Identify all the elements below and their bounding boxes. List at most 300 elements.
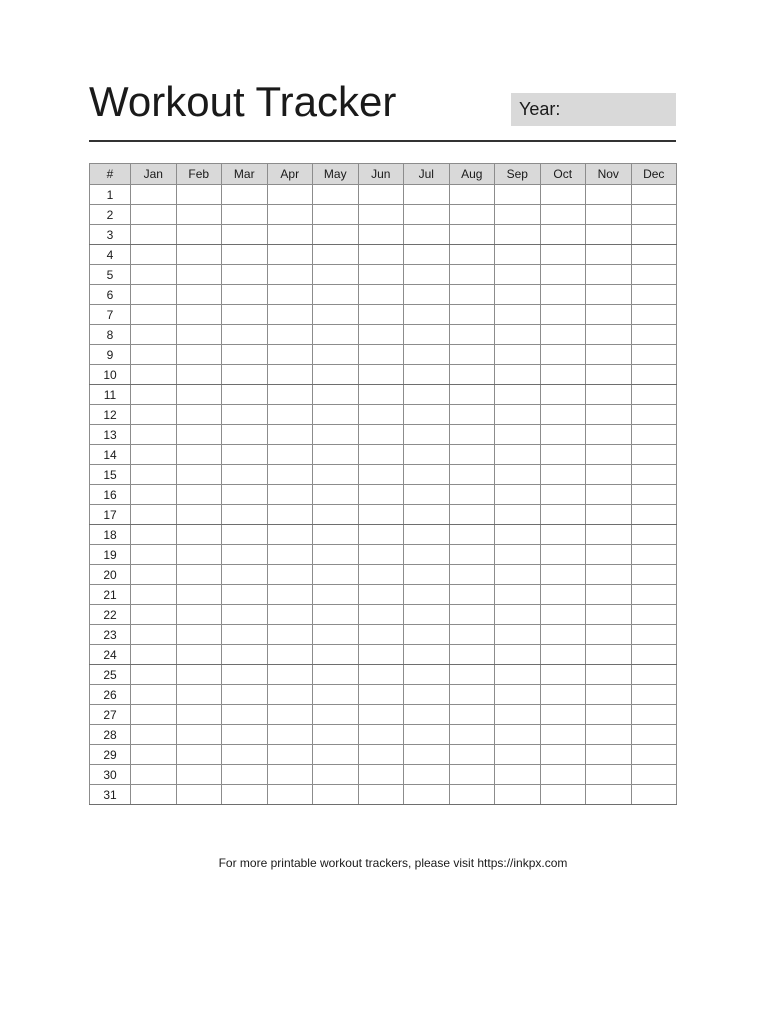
- tracker-cell-jan[interactable]: [131, 645, 177, 665]
- tracker-cell-dec[interactable]: [631, 645, 677, 665]
- tracker-cell-aug[interactable]: [449, 685, 495, 705]
- tracker-cell-aug[interactable]: [449, 505, 495, 525]
- tracker-cell-aug[interactable]: [449, 385, 495, 405]
- tracker-cell-aug[interactable]: [449, 545, 495, 565]
- tracker-cell-jun[interactable]: [358, 265, 404, 285]
- tracker-cell-dec[interactable]: [631, 605, 677, 625]
- tracker-cell-mar[interactable]: [222, 745, 268, 765]
- tracker-cell-jun[interactable]: [358, 245, 404, 265]
- tracker-cell-apr[interactable]: [267, 645, 313, 665]
- tracker-cell-aug[interactable]: [449, 645, 495, 665]
- tracker-cell-jul[interactable]: [404, 525, 450, 545]
- tracker-cell-may[interactable]: [313, 745, 359, 765]
- tracker-cell-nov[interactable]: [586, 565, 632, 585]
- tracker-cell-aug[interactable]: [449, 405, 495, 425]
- tracker-cell-apr[interactable]: [267, 425, 313, 445]
- tracker-cell-dec[interactable]: [631, 565, 677, 585]
- tracker-cell-sep[interactable]: [495, 525, 541, 545]
- tracker-cell-dec[interactable]: [631, 785, 677, 805]
- tracker-cell-feb[interactable]: [176, 405, 222, 425]
- tracker-cell-oct[interactable]: [540, 525, 586, 545]
- tracker-cell-apr[interactable]: [267, 705, 313, 725]
- tracker-cell-oct[interactable]: [540, 305, 586, 325]
- tracker-cell-nov[interactable]: [586, 625, 632, 645]
- tracker-cell-jun[interactable]: [358, 565, 404, 585]
- tracker-cell-sep[interactable]: [495, 385, 541, 405]
- tracker-cell-sep[interactable]: [495, 185, 541, 205]
- tracker-cell-oct[interactable]: [540, 405, 586, 425]
- tracker-cell-mar[interactable]: [222, 645, 268, 665]
- tracker-cell-aug[interactable]: [449, 585, 495, 605]
- tracker-cell-sep[interactable]: [495, 665, 541, 685]
- tracker-cell-jan[interactable]: [131, 465, 177, 485]
- tracker-cell-dec[interactable]: [631, 185, 677, 205]
- tracker-cell-mar[interactable]: [222, 305, 268, 325]
- tracker-cell-jan[interactable]: [131, 525, 177, 545]
- tracker-cell-oct[interactable]: [540, 745, 586, 765]
- tracker-cell-mar[interactable]: [222, 245, 268, 265]
- tracker-cell-mar[interactable]: [222, 605, 268, 625]
- tracker-cell-nov[interactable]: [586, 485, 632, 505]
- tracker-cell-may[interactable]: [313, 785, 359, 805]
- tracker-cell-jun[interactable]: [358, 725, 404, 745]
- tracker-cell-dec[interactable]: [631, 285, 677, 305]
- tracker-cell-mar[interactable]: [222, 625, 268, 645]
- tracker-cell-jan[interactable]: [131, 745, 177, 765]
- tracker-cell-may[interactable]: [313, 365, 359, 385]
- tracker-cell-feb[interactable]: [176, 285, 222, 305]
- tracker-cell-apr[interactable]: [267, 465, 313, 485]
- tracker-cell-jun[interactable]: [358, 305, 404, 325]
- tracker-cell-aug[interactable]: [449, 725, 495, 745]
- tracker-cell-oct[interactable]: [540, 605, 586, 625]
- tracker-cell-dec[interactable]: [631, 225, 677, 245]
- tracker-cell-oct[interactable]: [540, 785, 586, 805]
- tracker-cell-feb[interactable]: [176, 325, 222, 345]
- tracker-cell-jul[interactable]: [404, 705, 450, 725]
- tracker-cell-jul[interactable]: [404, 785, 450, 805]
- tracker-cell-feb[interactable]: [176, 585, 222, 605]
- tracker-cell-mar[interactable]: [222, 425, 268, 445]
- tracker-cell-may[interactable]: [313, 185, 359, 205]
- tracker-cell-mar[interactable]: [222, 525, 268, 545]
- tracker-cell-aug[interactable]: [449, 285, 495, 305]
- tracker-cell-may[interactable]: [313, 605, 359, 625]
- tracker-cell-dec[interactable]: [631, 725, 677, 745]
- year-field[interactable]: [511, 93, 676, 126]
- tracker-cell-jan[interactable]: [131, 425, 177, 445]
- tracker-cell-aug[interactable]: [449, 765, 495, 785]
- tracker-cell-aug[interactable]: [449, 525, 495, 545]
- tracker-cell-dec[interactable]: [631, 545, 677, 565]
- tracker-cell-oct[interactable]: [540, 345, 586, 365]
- tracker-cell-mar[interactable]: [222, 325, 268, 345]
- tracker-cell-may[interactable]: [313, 305, 359, 325]
- tracker-cell-jul[interactable]: [404, 605, 450, 625]
- tracker-cell-jun[interactable]: [358, 325, 404, 345]
- tracker-cell-oct[interactable]: [540, 685, 586, 705]
- tracker-cell-apr[interactable]: [267, 345, 313, 365]
- tracker-cell-aug[interactable]: [449, 665, 495, 685]
- tracker-cell-jun[interactable]: [358, 185, 404, 205]
- tracker-cell-sep[interactable]: [495, 405, 541, 425]
- tracker-cell-jul[interactable]: [404, 265, 450, 285]
- tracker-cell-oct[interactable]: [540, 725, 586, 745]
- tracker-cell-nov[interactable]: [586, 365, 632, 385]
- tracker-cell-nov[interactable]: [586, 785, 632, 805]
- tracker-cell-jun[interactable]: [358, 705, 404, 725]
- tracker-cell-nov[interactable]: [586, 645, 632, 665]
- tracker-cell-may[interactable]: [313, 545, 359, 565]
- tracker-cell-mar[interactable]: [222, 465, 268, 485]
- tracker-cell-jul[interactable]: [404, 305, 450, 325]
- tracker-cell-jun[interactable]: [358, 585, 404, 605]
- tracker-cell-mar[interactable]: [222, 725, 268, 745]
- tracker-cell-mar[interactable]: [222, 585, 268, 605]
- tracker-cell-feb[interactable]: [176, 525, 222, 545]
- tracker-cell-dec[interactable]: [631, 385, 677, 405]
- tracker-cell-feb[interactable]: [176, 445, 222, 465]
- tracker-cell-jul[interactable]: [404, 545, 450, 565]
- tracker-cell-feb[interactable]: [176, 625, 222, 645]
- tracker-cell-dec[interactable]: [631, 525, 677, 545]
- tracker-cell-mar[interactable]: [222, 225, 268, 245]
- tracker-cell-jan[interactable]: [131, 665, 177, 685]
- tracker-cell-oct[interactable]: [540, 385, 586, 405]
- tracker-cell-jun[interactable]: [358, 345, 404, 365]
- tracker-cell-jul[interactable]: [404, 765, 450, 785]
- tracker-cell-dec[interactable]: [631, 465, 677, 485]
- tracker-cell-aug[interactable]: [449, 345, 495, 365]
- tracker-cell-dec[interactable]: [631, 625, 677, 645]
- tracker-cell-apr[interactable]: [267, 725, 313, 745]
- tracker-cell-sep[interactable]: [495, 505, 541, 525]
- tracker-cell-jan[interactable]: [131, 285, 177, 305]
- tracker-cell-mar[interactable]: [222, 785, 268, 805]
- tracker-cell-aug[interactable]: [449, 225, 495, 245]
- tracker-cell-jul[interactable]: [404, 345, 450, 365]
- tracker-cell-nov[interactable]: [586, 385, 632, 405]
- tracker-cell-sep[interactable]: [495, 285, 541, 305]
- tracker-cell-jul[interactable]: [404, 225, 450, 245]
- tracker-cell-sep[interactable]: [495, 685, 541, 705]
- tracker-cell-may[interactable]: [313, 385, 359, 405]
- tracker-cell-dec[interactable]: [631, 265, 677, 285]
- tracker-cell-jun[interactable]: [358, 505, 404, 525]
- tracker-cell-may[interactable]: [313, 725, 359, 745]
- tracker-cell-oct[interactable]: [540, 205, 586, 225]
- tracker-cell-apr[interactable]: [267, 385, 313, 405]
- tracker-cell-oct[interactable]: [540, 465, 586, 485]
- tracker-cell-jun[interactable]: [358, 745, 404, 765]
- tracker-cell-apr[interactable]: [267, 765, 313, 785]
- tracker-cell-mar[interactable]: [222, 385, 268, 405]
- tracker-cell-apr[interactable]: [267, 685, 313, 705]
- tracker-cell-jan[interactable]: [131, 505, 177, 525]
- tracker-cell-mar[interactable]: [222, 665, 268, 685]
- tracker-cell-aug[interactable]: [449, 705, 495, 725]
- tracker-cell-may[interactable]: [313, 565, 359, 585]
- tracker-cell-apr[interactable]: [267, 525, 313, 545]
- tracker-cell-jul[interactable]: [404, 205, 450, 225]
- tracker-cell-apr[interactable]: [267, 245, 313, 265]
- tracker-cell-aug[interactable]: [449, 445, 495, 465]
- tracker-cell-apr[interactable]: [267, 225, 313, 245]
- tracker-cell-jan[interactable]: [131, 265, 177, 285]
- tracker-cell-feb[interactable]: [176, 645, 222, 665]
- tracker-cell-dec[interactable]: [631, 445, 677, 465]
- tracker-cell-mar[interactable]: [222, 545, 268, 565]
- tracker-cell-aug[interactable]: [449, 625, 495, 645]
- tracker-cell-aug[interactable]: [449, 245, 495, 265]
- tracker-cell-aug[interactable]: [449, 185, 495, 205]
- tracker-cell-jun[interactable]: [358, 205, 404, 225]
- tracker-cell-feb[interactable]: [176, 505, 222, 525]
- tracker-cell-may[interactable]: [313, 285, 359, 305]
- tracker-cell-nov[interactable]: [586, 305, 632, 325]
- tracker-cell-sep[interactable]: [495, 225, 541, 245]
- tracker-cell-sep[interactable]: [495, 725, 541, 745]
- tracker-cell-aug[interactable]: [449, 425, 495, 445]
- tracker-cell-jun[interactable]: [358, 625, 404, 645]
- tracker-cell-mar[interactable]: [222, 705, 268, 725]
- tracker-cell-feb[interactable]: [176, 745, 222, 765]
- tracker-cell-oct[interactable]: [540, 545, 586, 565]
- tracker-cell-may[interactable]: [313, 405, 359, 425]
- tracker-cell-mar[interactable]: [222, 205, 268, 225]
- tracker-cell-jan[interactable]: [131, 625, 177, 645]
- tracker-cell-jan[interactable]: [131, 405, 177, 425]
- tracker-cell-feb[interactable]: [176, 565, 222, 585]
- tracker-cell-jan[interactable]: [131, 705, 177, 725]
- tracker-cell-may[interactable]: [313, 705, 359, 725]
- tracker-cell-may[interactable]: [313, 645, 359, 665]
- tracker-cell-nov[interactable]: [586, 605, 632, 625]
- tracker-cell-apr[interactable]: [267, 305, 313, 325]
- tracker-cell-dec[interactable]: [631, 305, 677, 325]
- tracker-cell-apr[interactable]: [267, 565, 313, 585]
- tracker-cell-oct[interactable]: [540, 585, 586, 605]
- tracker-cell-jul[interactable]: [404, 665, 450, 685]
- tracker-cell-apr[interactable]: [267, 365, 313, 385]
- tracker-cell-nov[interactable]: [586, 765, 632, 785]
- tracker-cell-apr[interactable]: [267, 605, 313, 625]
- tracker-cell-feb[interactable]: [176, 345, 222, 365]
- tracker-cell-sep[interactable]: [495, 785, 541, 805]
- tracker-cell-may[interactable]: [313, 205, 359, 225]
- tracker-cell-jul[interactable]: [404, 285, 450, 305]
- tracker-cell-sep[interactable]: [495, 485, 541, 505]
- tracker-cell-mar[interactable]: [222, 405, 268, 425]
- tracker-cell-sep[interactable]: [495, 465, 541, 485]
- tracker-cell-apr[interactable]: [267, 585, 313, 605]
- tracker-cell-aug[interactable]: [449, 485, 495, 505]
- tracker-cell-jul[interactable]: [404, 385, 450, 405]
- tracker-cell-apr[interactable]: [267, 405, 313, 425]
- tracker-cell-dec[interactable]: [631, 325, 677, 345]
- tracker-cell-jan[interactable]: [131, 385, 177, 405]
- tracker-cell-jun[interactable]: [358, 665, 404, 685]
- tracker-cell-oct[interactable]: [540, 565, 586, 585]
- tracker-cell-mar[interactable]: [222, 345, 268, 365]
- tracker-cell-dec[interactable]: [631, 745, 677, 765]
- tracker-cell-jan[interactable]: [131, 445, 177, 465]
- tracker-cell-may[interactable]: [313, 485, 359, 505]
- tracker-cell-jan[interactable]: [131, 605, 177, 625]
- tracker-cell-jun[interactable]: [358, 645, 404, 665]
- tracker-cell-nov[interactable]: [586, 205, 632, 225]
- tracker-cell-jan[interactable]: [131, 765, 177, 785]
- tracker-cell-nov[interactable]: [586, 445, 632, 465]
- tracker-cell-jun[interactable]: [358, 425, 404, 445]
- tracker-cell-dec[interactable]: [631, 685, 677, 705]
- tracker-cell-sep[interactable]: [495, 425, 541, 445]
- tracker-cell-apr[interactable]: [267, 445, 313, 465]
- tracker-cell-sep[interactable]: [495, 345, 541, 365]
- tracker-cell-nov[interactable]: [586, 245, 632, 265]
- tracker-cell-may[interactable]: [313, 765, 359, 785]
- tracker-cell-feb[interactable]: [176, 205, 222, 225]
- tracker-cell-feb[interactable]: [176, 465, 222, 485]
- tracker-cell-jul[interactable]: [404, 425, 450, 445]
- tracker-cell-apr[interactable]: [267, 505, 313, 525]
- tracker-cell-jun[interactable]: [358, 765, 404, 785]
- tracker-cell-feb[interactable]: [176, 225, 222, 245]
- tracker-cell-nov[interactable]: [586, 425, 632, 445]
- tracker-cell-jul[interactable]: [404, 405, 450, 425]
- tracker-cell-aug[interactable]: [449, 745, 495, 765]
- tracker-cell-sep[interactable]: [495, 765, 541, 785]
- tracker-cell-oct[interactable]: [540, 485, 586, 505]
- tracker-cell-nov[interactable]: [586, 725, 632, 745]
- tracker-cell-oct[interactable]: [540, 625, 586, 645]
- tracker-cell-jun[interactable]: [358, 545, 404, 565]
- tracker-cell-sep[interactable]: [495, 445, 541, 465]
- tracker-cell-feb[interactable]: [176, 605, 222, 625]
- tracker-cell-oct[interactable]: [540, 645, 586, 665]
- tracker-cell-aug[interactable]: [449, 565, 495, 585]
- tracker-cell-nov[interactable]: [586, 325, 632, 345]
- tracker-cell-jul[interactable]: [404, 445, 450, 465]
- tracker-cell-dec[interactable]: [631, 245, 677, 265]
- tracker-cell-sep[interactable]: [495, 325, 541, 345]
- tracker-cell-apr[interactable]: [267, 785, 313, 805]
- tracker-cell-sep[interactable]: [495, 265, 541, 285]
- tracker-cell-oct[interactable]: [540, 665, 586, 685]
- tracker-cell-jan[interactable]: [131, 565, 177, 585]
- tracker-cell-jan[interactable]: [131, 225, 177, 245]
- tracker-cell-feb[interactable]: [176, 185, 222, 205]
- tracker-cell-dec[interactable]: [631, 765, 677, 785]
- tracker-cell-jan[interactable]: [131, 305, 177, 325]
- tracker-cell-sep[interactable]: [495, 565, 541, 585]
- tracker-cell-mar[interactable]: [222, 505, 268, 525]
- tracker-cell-sep[interactable]: [495, 645, 541, 665]
- tracker-cell-nov[interactable]: [586, 545, 632, 565]
- tracker-cell-jul[interactable]: [404, 185, 450, 205]
- tracker-cell-jun[interactable]: [358, 685, 404, 705]
- tracker-cell-jun[interactable]: [358, 405, 404, 425]
- tracker-cell-feb[interactable]: [176, 765, 222, 785]
- tracker-cell-jul[interactable]: [404, 585, 450, 605]
- tracker-cell-may[interactable]: [313, 685, 359, 705]
- tracker-cell-mar[interactable]: [222, 445, 268, 465]
- tracker-cell-dec[interactable]: [631, 505, 677, 525]
- tracker-cell-feb[interactable]: [176, 265, 222, 285]
- tracker-cell-may[interactable]: [313, 625, 359, 645]
- tracker-cell-feb[interactable]: [176, 485, 222, 505]
- tracker-cell-jul[interactable]: [404, 725, 450, 745]
- tracker-cell-dec[interactable]: [631, 705, 677, 725]
- tracker-cell-jul[interactable]: [404, 625, 450, 645]
- tracker-cell-dec[interactable]: [631, 585, 677, 605]
- tracker-cell-oct[interactable]: [540, 325, 586, 345]
- tracker-cell-sep[interactable]: [495, 545, 541, 565]
- tracker-cell-oct[interactable]: [540, 285, 586, 305]
- tracker-cell-mar[interactable]: [222, 265, 268, 285]
- tracker-cell-nov[interactable]: [586, 225, 632, 245]
- tracker-cell-jan[interactable]: [131, 245, 177, 265]
- tracker-cell-nov[interactable]: [586, 265, 632, 285]
- tracker-cell-jun[interactable]: [358, 385, 404, 405]
- tracker-cell-aug[interactable]: [449, 265, 495, 285]
- tracker-cell-jan[interactable]: [131, 585, 177, 605]
- tracker-cell-mar[interactable]: [222, 685, 268, 705]
- tracker-cell-feb[interactable]: [176, 685, 222, 705]
- tracker-cell-jul[interactable]: [404, 245, 450, 265]
- tracker-cell-jun[interactable]: [358, 485, 404, 505]
- tracker-cell-nov[interactable]: [586, 585, 632, 605]
- tracker-cell-feb[interactable]: [176, 665, 222, 685]
- tracker-cell-may[interactable]: [313, 505, 359, 525]
- tracker-cell-may[interactable]: [313, 445, 359, 465]
- tracker-cell-sep[interactable]: [495, 245, 541, 265]
- tracker-cell-apr[interactable]: [267, 485, 313, 505]
- tracker-cell-oct[interactable]: [540, 705, 586, 725]
- tracker-cell-jan[interactable]: [131, 185, 177, 205]
- tracker-cell-oct[interactable]: [540, 765, 586, 785]
- tracker-cell-jan[interactable]: [131, 485, 177, 505]
- tracker-cell-dec[interactable]: [631, 405, 677, 425]
- tracker-cell-oct[interactable]: [540, 445, 586, 465]
- tracker-cell-feb[interactable]: [176, 365, 222, 385]
- tracker-cell-jan[interactable]: [131, 205, 177, 225]
- tracker-cell-apr[interactable]: [267, 285, 313, 305]
- tracker-cell-sep[interactable]: [495, 705, 541, 725]
- tracker-cell-jan[interactable]: [131, 725, 177, 745]
- tracker-cell-may[interactable]: [313, 265, 359, 285]
- tracker-cell-feb[interactable]: [176, 305, 222, 325]
- tracker-cell-mar[interactable]: [222, 365, 268, 385]
- tracker-cell-apr[interactable]: [267, 625, 313, 645]
- tracker-cell-jun[interactable]: [358, 605, 404, 625]
- tracker-cell-jul[interactable]: [404, 325, 450, 345]
- tracker-cell-sep[interactable]: [495, 585, 541, 605]
- tracker-cell-mar[interactable]: [222, 765, 268, 785]
- tracker-cell-jul[interactable]: [404, 485, 450, 505]
- tracker-cell-jul[interactable]: [404, 685, 450, 705]
- tracker-cell-oct[interactable]: [540, 265, 586, 285]
- tracker-cell-nov[interactable]: [586, 505, 632, 525]
- tracker-cell-aug[interactable]: [449, 605, 495, 625]
- tracker-cell-nov[interactable]: [586, 525, 632, 545]
- tracker-cell-oct[interactable]: [540, 505, 586, 525]
- tracker-cell-apr[interactable]: [267, 745, 313, 765]
- tracker-cell-may[interactable]: [313, 525, 359, 545]
- tracker-cell-jul[interactable]: [404, 465, 450, 485]
- tracker-cell-jan[interactable]: [131, 365, 177, 385]
- tracker-cell-apr[interactable]: [267, 185, 313, 205]
